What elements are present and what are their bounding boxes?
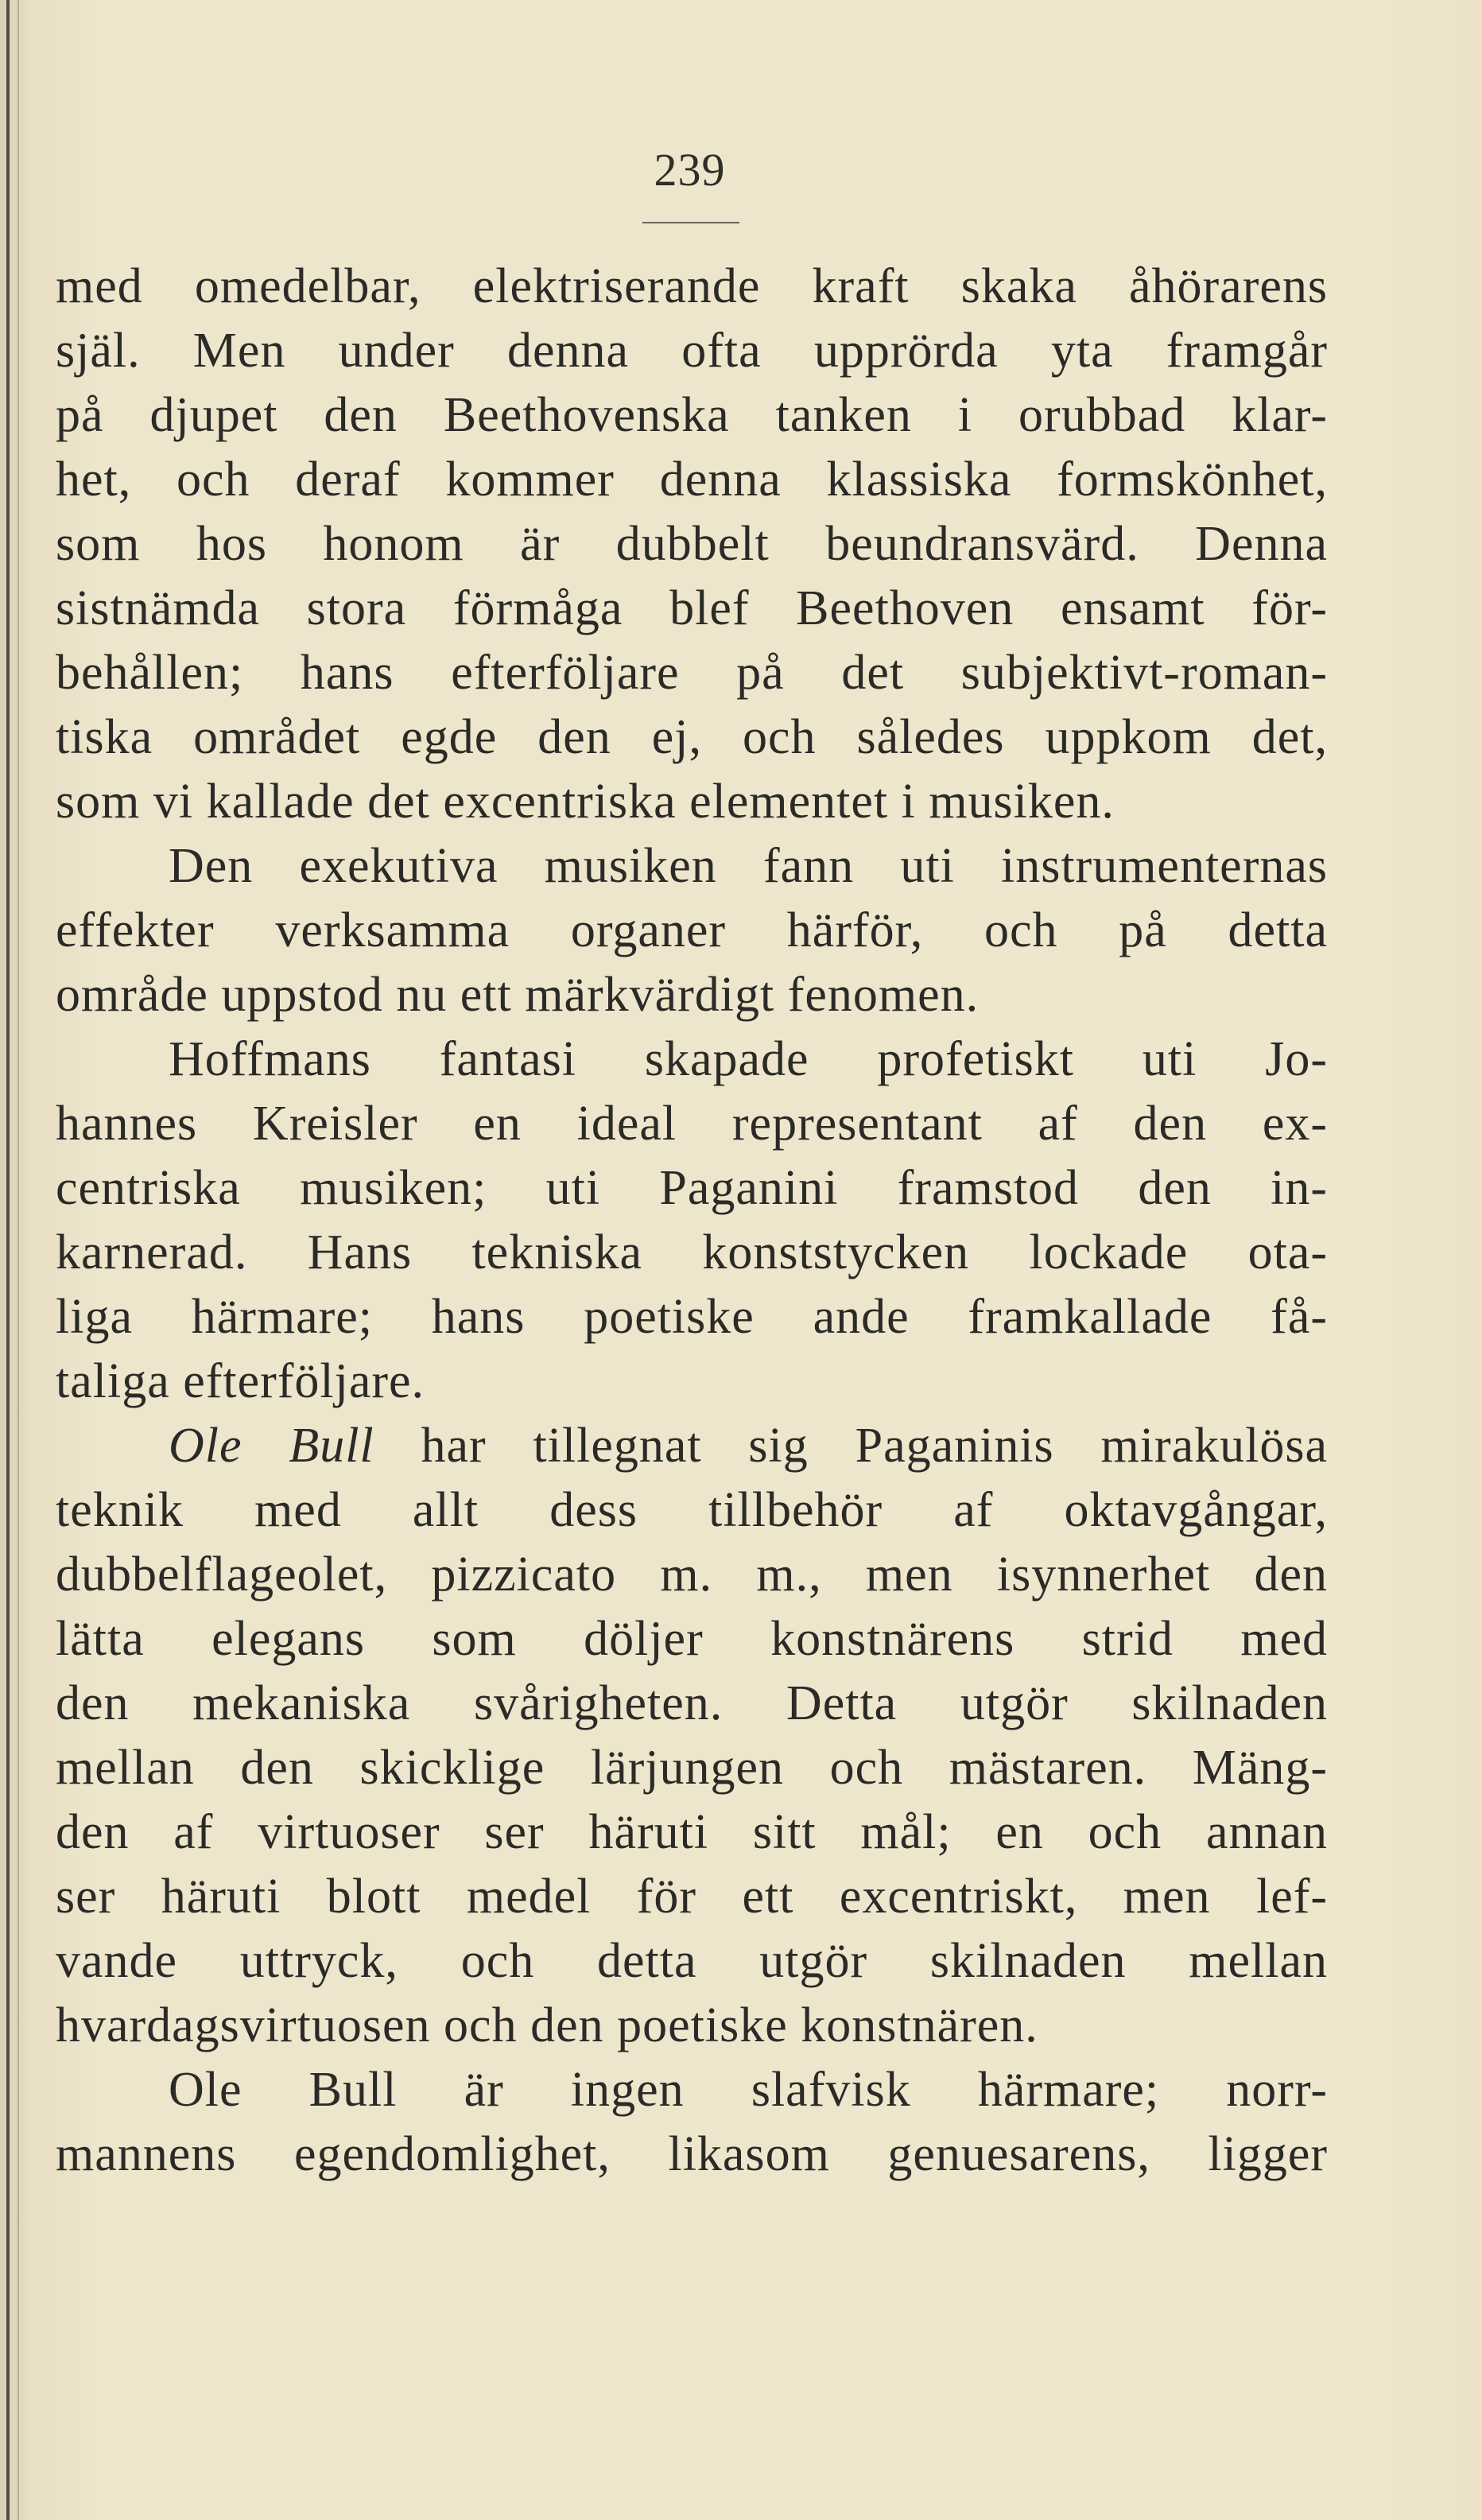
text-line: lätta elegans som döljer konstnärens strid med — [56, 1612, 1328, 1666]
page-number: 239 — [654, 144, 726, 196]
text-line: område uppstod nu ett märkvärdigt fenomen. — [56, 968, 980, 1022]
text-span: har tillegnat sig Paganinis mirakulösa — [421, 1419, 1328, 1473]
text-line: på djupet den Beethovenska tanken i orubbad klar- — [56, 388, 1328, 442]
text-line: sistnämda stora förmåga blef Beethoven ensamt för- — [56, 581, 1328, 635]
text-line: själ. Men under denna ofta upprörda yta framgår — [56, 324, 1328, 378]
italic-name: Ole Bull — [169, 1419, 374, 1473]
text-line: karnerad. Hans tekniska konststycken lockade ota- — [56, 1225, 1328, 1279]
text-line: ser häruti blott medel för ett excentriskt, men lef- — [56, 1870, 1328, 1924]
paragraph-1 — [56, 254, 1328, 834]
text-line: tiska området egde den ej, och således uppkom det, — [56, 710, 1328, 764]
text-line: mellan den skicklige lärjungen och mästaren. Mäng- — [56, 1741, 1328, 1795]
text-line: effekter verksamma organer härför, och på detta — [56, 903, 1328, 957]
body-text — [56, 254, 1328, 2187]
page-number-rule — [642, 222, 739, 223]
paragraph-2 — [56, 834, 1328, 1027]
text-line: behållen; hans efterföljare på det subjektivt-roman- — [56, 646, 1328, 700]
paragraph-3 — [56, 1027, 1328, 1414]
text-line: het, och deraf kommer denna klassiska formskönhet, — [56, 452, 1328, 507]
text-line: Hoffmans fantasi skapade profetiskt uti Jo- — [169, 1032, 1328, 1086]
text-line-first — [56, 1414, 1328, 1478]
text-line: hvardagsvirtuosen och den poetiske konstnären. — [56, 1998, 1038, 2052]
text-line: Den exekutiva musiken fann uti instrumenternas — [169, 839, 1328, 893]
text-line: centriska musiken; uti Paganini framstod den in- — [56, 1161, 1328, 1215]
text-line: den mekaniska svårigheten. Detta utgör skilnaden — [56, 1676, 1328, 1730]
paragraph-4 — [56, 1414, 1328, 2058]
text-line: som vi kallade det excentriska elementet i musiken. — [56, 775, 1115, 829]
text-line: som hos honom är dubbelt beundransvärd. Denna — [56, 517, 1328, 571]
text-line: taliga efterföljare. — [56, 1354, 425, 1408]
text-line: mannens egendomlighet, likasom genuesarens, ligger — [56, 2127, 1328, 2181]
paragraph-5 — [56, 2058, 1328, 2187]
binding-shadow — [17, 0, 19, 2520]
text-line: den af virtuoser ser häruti sitt mål; en och annan — [56, 1805, 1328, 1859]
text-line: dubbelflageolet, pizzicato m. m., men isynnerhet den — [56, 1547, 1328, 1602]
text-line: teknik med allt dess tillbehör af oktavgångar, — [56, 1483, 1328, 1537]
binding-edge — [6, 0, 10, 2520]
text-line: med omedelbar, elektriserande kraft skaka åhörarens — [56, 259, 1328, 313]
text-line: hannes Kreisler en ideal representant af den ex- — [56, 1097, 1328, 1151]
text-line: Ole Bull är ingen slafvisk härmare; norr- — [169, 2063, 1328, 2117]
text-line: liga härmare; hans poetiske ande framkallade få- — [56, 1290, 1328, 1344]
text-line: vande uttryck, och detta utgör skilnaden mellan — [56, 1934, 1328, 1988]
